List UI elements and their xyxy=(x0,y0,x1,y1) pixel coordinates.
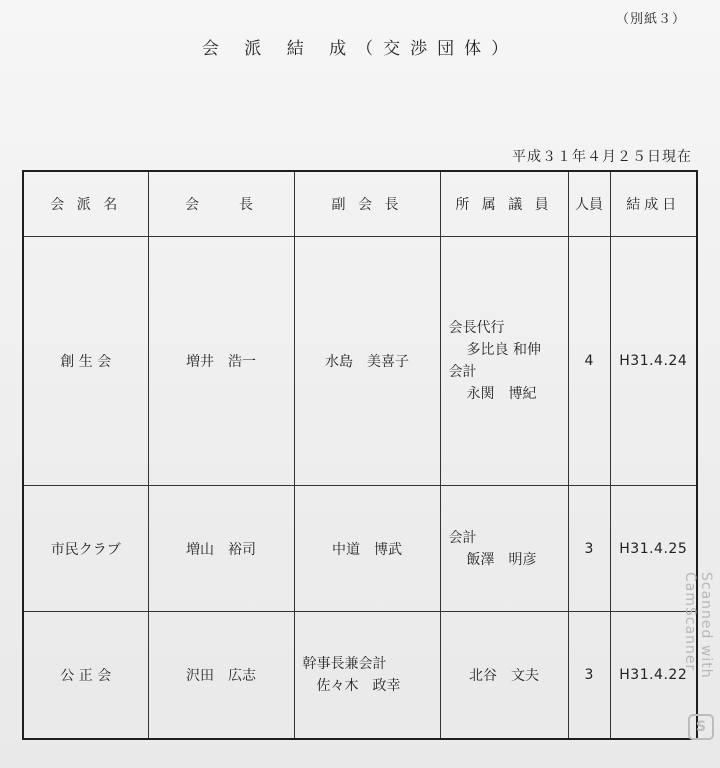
header-date: 結成日 xyxy=(610,171,697,237)
count-cell: 3 xyxy=(568,612,610,739)
camscanner-logo-icon: S xyxy=(688,714,714,740)
as-of-date: 平成３１年４月２５日現在 xyxy=(512,149,692,165)
member-role: 会長代行 xyxy=(448,320,505,337)
member-name: 北谷 文夫 xyxy=(469,668,539,685)
members-cell xyxy=(440,237,568,486)
faction-cell: 市民クラブ xyxy=(23,486,148,612)
camscanner-watermark: Scanned with CamScanner xyxy=(682,572,714,679)
document-title: 会 派 結 成（交渉団体） xyxy=(201,39,519,59)
table-header-row xyxy=(23,171,697,237)
chair-cell: 増山 裕司 xyxy=(148,486,294,612)
member-name: 永関 博紀 xyxy=(466,386,537,403)
header-vice-chair: 副 会 長 xyxy=(294,171,440,237)
vice-chair-cell xyxy=(294,612,440,739)
table-row xyxy=(23,486,697,612)
faction-cell: 公 正 会 xyxy=(23,612,148,739)
vice-chair-cell xyxy=(294,486,440,612)
member-name: 多比良 和伸 xyxy=(466,342,541,359)
faction-table xyxy=(22,170,698,740)
table-row xyxy=(23,237,697,486)
member-role: 会計 xyxy=(448,364,477,381)
vice-chair-line: 水島 美喜子 xyxy=(325,354,409,371)
table-row xyxy=(23,612,697,739)
members-cell xyxy=(440,612,568,739)
faction-cell: 創 生 会 xyxy=(23,237,148,486)
count-cell: 3 xyxy=(568,486,610,612)
chair-cell: 沢田 広志 xyxy=(148,612,294,739)
appendix-label: （別紙３） xyxy=(615,12,686,27)
vice-chair-line: 佐々木 政幸 xyxy=(316,678,401,695)
members-cell xyxy=(440,486,568,612)
date-cell: H31.4.22 xyxy=(610,612,697,739)
count-cell: 4 xyxy=(568,237,610,486)
vice-chair-line: 中道 博武 xyxy=(332,541,402,558)
member-role: 会計 xyxy=(448,529,477,546)
vice-chair-line: 幹事長兼会計 xyxy=(302,656,387,673)
date-cell: H31.4.24 xyxy=(610,237,697,486)
chair-cell: 増井 浩一 xyxy=(148,237,294,486)
header-chair: 会 長 xyxy=(148,171,294,237)
header-count: 人員 xyxy=(568,171,610,237)
date-cell: H31.4.25 xyxy=(610,486,697,612)
vice-chair-cell xyxy=(294,237,440,486)
member-name: 飯澤 明彦 xyxy=(466,551,537,568)
header-faction: 会 派 名 xyxy=(23,171,148,237)
header-members: 所 属 議 員 xyxy=(440,171,568,237)
